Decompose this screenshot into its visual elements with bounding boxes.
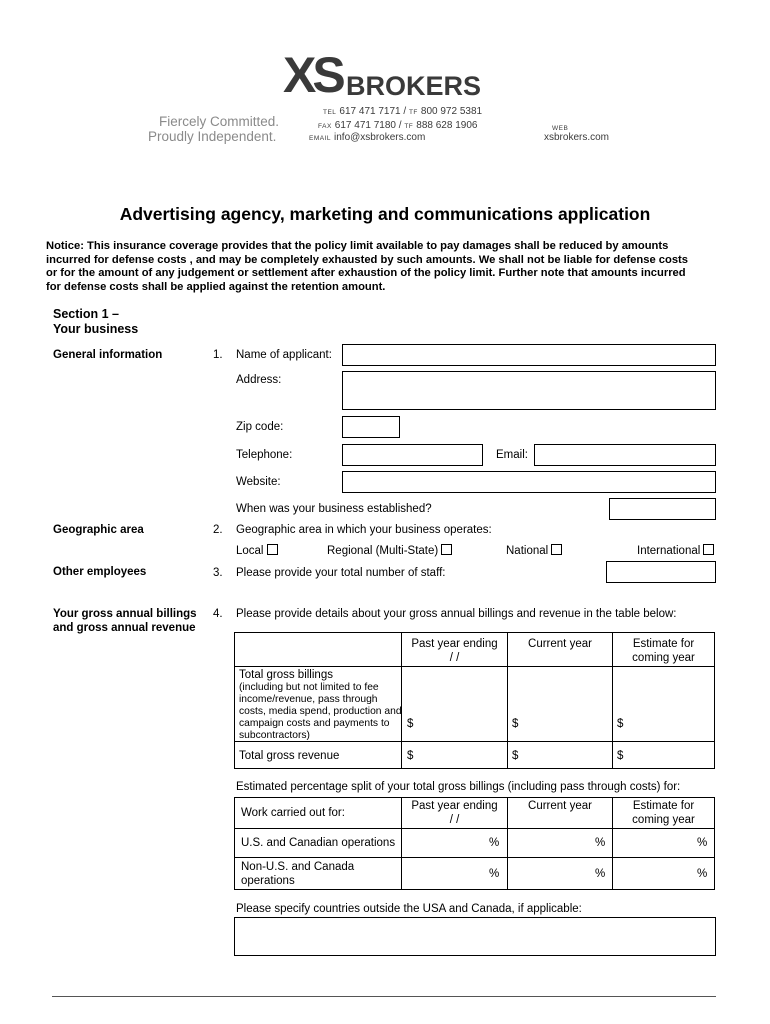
applicant-name-label: Name of applicant:: [236, 349, 332, 361]
address-input[interactable]: [342, 371, 716, 410]
telephone-input[interactable]: [342, 444, 483, 466]
nonus-estimate-cell[interactable]: %: [697, 868, 708, 880]
telephone-label: Telephone:: [236, 449, 293, 461]
us-estimate-cell[interactable]: %: [697, 837, 708, 849]
tel-number: 617 471 7171 /: [339, 106, 407, 117]
international-option[interactable]: International: [637, 544, 714, 558]
notice-line: Notice: This insurance coverage provides that the policy limit available to pay damages shall be reduced by amounts: [46, 240, 669, 252]
question-number: 3.: [213, 567, 223, 579]
notice: [46, 240, 726, 294]
tagline-2: Proudly Independent.: [148, 129, 277, 144]
billings-heading: Your gross annual billings and gross annual revenue: [53, 608, 197, 634]
question-number: 4.: [213, 608, 223, 620]
email-input[interactable]: [534, 444, 716, 466]
question-number: 2.: [213, 524, 223, 536]
revenue-current-cell[interactable]: $: [512, 750, 519, 762]
applicant-name-input[interactable]: [342, 344, 716, 366]
email-field-label: Email:: [496, 449, 528, 461]
address-label: Address:: [236, 374, 282, 386]
billings-current-cell[interactable]: $: [512, 718, 519, 730]
regional-checkbox[interactable]: [441, 544, 452, 555]
page-title: Advertising agency, marketing and communications application: [119, 204, 651, 224]
regional-option[interactable]: Regional (Multi-State): [327, 544, 452, 558]
international-checkbox[interactable]: [703, 544, 714, 555]
web-address[interactable]: xsbrokers.com: [544, 132, 610, 143]
countries-question: Please specify countries outside the USA and Canada, if applicable:: [236, 903, 582, 915]
geographic-question: Geographic area in which your business operates:: [236, 524, 492, 536]
split-col-current: Current year: [528, 800, 592, 812]
nonus-past-cell[interactable]: %: [489, 868, 500, 880]
website-label: Website:: [236, 476, 281, 488]
billings-col-current: Current year: [528, 638, 592, 650]
question-number: 1.: [213, 349, 223, 361]
zip-input[interactable]: [342, 416, 400, 438]
section-title: Section 1 – Your business: [53, 307, 139, 336]
tagline-1: Fiercely Committed.: [159, 114, 280, 129]
billings-question: Please provide details about your gross annual billings and revenue in the table below:: [236, 608, 677, 620]
zip-label: Zip code:: [236, 421, 284, 433]
us-current-cell[interactable]: %: [595, 837, 606, 849]
non-us-label: Non-U.S. and Canada operations: [241, 861, 355, 887]
other-employees-heading: Other employees: [53, 566, 147, 578]
local-checkbox[interactable]: [267, 544, 278, 555]
billings-col-estimate: Estimate for coming year: [632, 638, 695, 664]
tel-line: [323, 106, 482, 119]
web-label: WEB: [552, 125, 569, 132]
split-intro: Estimated percentage split of your total gross billings (including pass through costs) for:: [236, 781, 681, 793]
email-address[interactable]: info@xsbrokers.com: [334, 132, 426, 143]
staff-input[interactable]: [606, 561, 716, 583]
national-option[interactable]: National: [506, 544, 562, 558]
website-input[interactable]: [342, 471, 716, 493]
us-canada-label: U.S. and Canadian operations: [241, 837, 396, 849]
tel-label: TEL: [323, 109, 337, 116]
logo-brokers: BROKERS: [346, 71, 482, 101]
geographic-heading: Geographic area: [53, 524, 144, 536]
fax-label: FAX: [318, 123, 332, 130]
footer-divider: [52, 996, 716, 997]
billings-past-cell[interactable]: $: [407, 718, 414, 730]
email-label: EMAIL: [309, 135, 332, 142]
revenue-estimate-cell[interactable]: $: [617, 750, 624, 762]
tf-label-1: TF: [408, 109, 418, 116]
fax-number: 617 471 7180 /: [334, 120, 402, 131]
countries-input[interactable]: [234, 917, 716, 956]
email-line: [309, 132, 425, 145]
established-label: When was your business established?: [236, 503, 432, 515]
billings-col-past: Past year ending / /: [411, 638, 498, 664]
us-past-cell[interactable]: %: [489, 837, 500, 849]
tf-number-2: 888 628 1906: [416, 120, 478, 131]
staff-question: Please provide your total number of staff:: [236, 567, 446, 579]
notice-line: or for the amount of any judgement or settlement after exhaustion of the policy limit. Further note that amounts incurred: [46, 267, 686, 279]
total-gross-revenue-label: Total gross revenue: [239, 750, 340, 762]
logo-xs: XS: [283, 47, 342, 103]
revenue-past-cell[interactable]: $: [407, 750, 414, 762]
local-option[interactable]: Local: [236, 544, 278, 558]
notice-line: incurred for defense costs , and may be completely exhausted by such amounts. We shall not be liable for defense costs: [46, 253, 689, 266]
general-info-heading: General information: [53, 349, 163, 361]
split-col-estimate: Estimate for coming year: [632, 800, 695, 826]
tf-number-1: 800 972 5381: [420, 106, 483, 117]
nonus-current-cell[interactable]: %: [595, 868, 606, 880]
work-carried-out-label: Work carried out for:: [241, 807, 345, 819]
tf-label-2: TF: [404, 123, 414, 130]
billings-estimate-cell[interactable]: $: [617, 718, 624, 730]
national-checkbox[interactable]: [551, 544, 562, 555]
notice-line: for defense costs shall be applied against the retention amount.: [46, 280, 386, 293]
established-input[interactable]: [609, 498, 716, 520]
split-col-past: Past year ending / /: [411, 800, 498, 826]
total-gross-billings-label: Total gross billings (including but not limited to fee income/revenue, pass through costs, media spend, production and campaign costs and payments to subcontractors): [239, 669, 402, 741]
